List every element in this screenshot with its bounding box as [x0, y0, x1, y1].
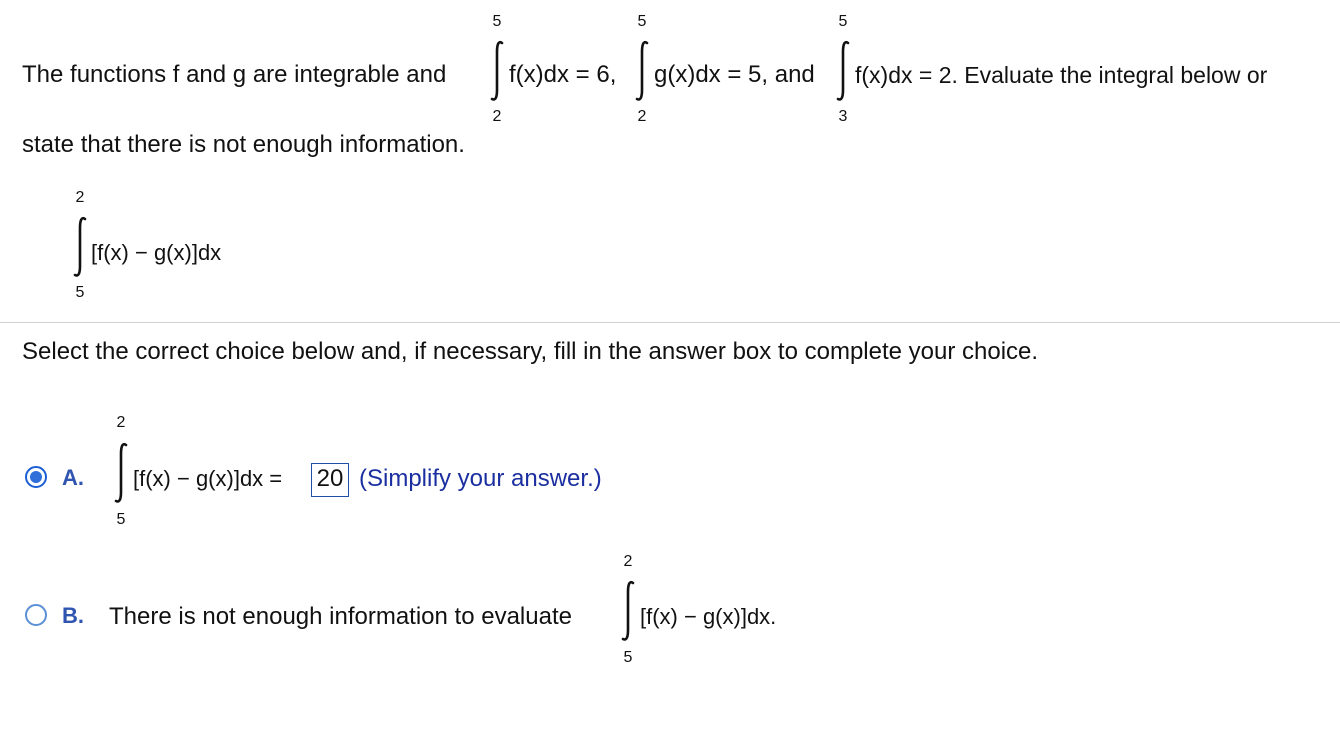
- integral-lower-limit: 3: [838, 108, 848, 125]
- integral-sign-icon: [112, 440, 130, 506]
- integral-lower-limit: 2: [492, 108, 502, 125]
- simplify-hint: (Simplify your answer.): [359, 465, 602, 492]
- integral-sign-icon: [488, 38, 506, 104]
- section-divider: [0, 322, 1340, 323]
- choice-b-letter: B.: [62, 603, 84, 628]
- answer-box[interactable]: 20: [311, 463, 349, 497]
- integral-upper-limit: 5: [637, 13, 647, 30]
- question-intro: The functions f and g are integrable and: [22, 61, 447, 88]
- radio-selected-icon[interactable]: [25, 466, 47, 488]
- target-integrand: [f(x) − g(x)]dx: [91, 240, 222, 265]
- integral-lower-limit: 5: [623, 649, 633, 666]
- choice-b-expression: [f(x) − g(x)]dx.: [640, 604, 777, 629]
- choice-a-expression: [f(x) − g(x)]dx =: [133, 466, 283, 491]
- integral-lower-limit: 2: [637, 108, 647, 125]
- integral-upper-limit: 5: [838, 13, 848, 30]
- given-integral-g: g(x)dx = 5, and: [654, 61, 815, 88]
- choice-b-text: There is not enough information to evaluate: [109, 603, 572, 630]
- integral-upper-limit: 2: [116, 414, 126, 431]
- radio-unselected-icon[interactable]: [25, 604, 47, 626]
- given-integral-f: f(x)dx = 6,: [509, 61, 617, 88]
- integral-lower-limit: 5: [75, 284, 85, 301]
- given-integral-f-3-5: f(x)dx = 2. Evaluate the integral below or: [855, 62, 1268, 88]
- integral-sign-icon: [633, 38, 651, 104]
- integral-upper-limit: 5: [492, 13, 502, 30]
- integral-upper-limit: 2: [623, 553, 633, 570]
- instruction-text: Select the correct choice below and, if necessary, fill in the answer box to complete your choice.: [22, 338, 1039, 365]
- integral-upper-limit: 2: [75, 189, 85, 206]
- integral-sign-icon: [71, 214, 89, 280]
- integral-lower-limit: 5: [116, 511, 126, 528]
- integral-sign-icon: [619, 578, 637, 644]
- integral-sign-icon: [834, 38, 852, 104]
- question-line-2: state that there is not enough information.: [22, 131, 465, 158]
- choice-a-letter: A.: [62, 465, 84, 490]
